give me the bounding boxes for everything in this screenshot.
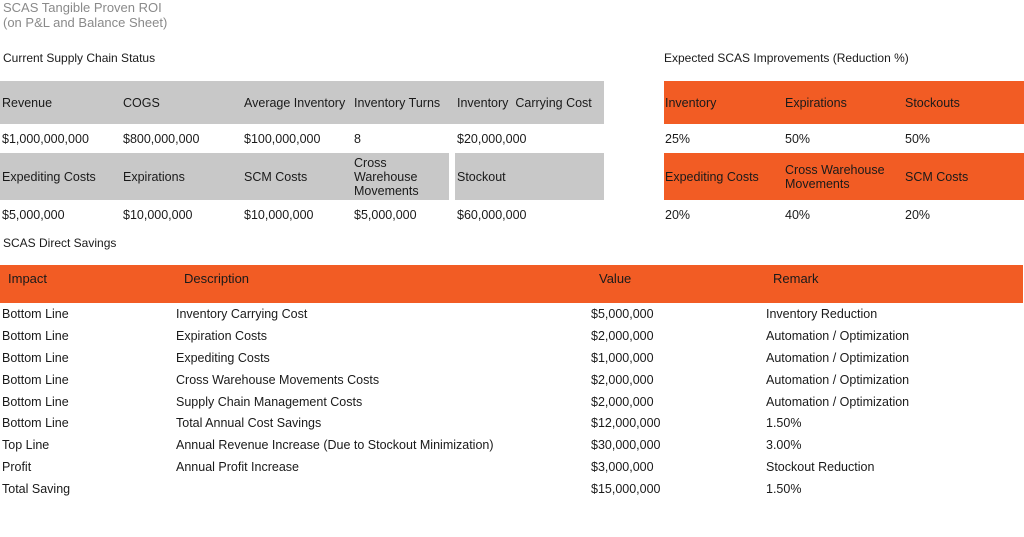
- improvement-header-expediting: Expediting Costs: [664, 153, 784, 200]
- status-value-expirations: $10,000,000: [123, 208, 193, 222]
- table-row: [0, 349, 1023, 371]
- savings-value: $2,000,000: [591, 329, 654, 343]
- status-value-cross-warehouse: $5,000,000: [354, 208, 417, 222]
- status-header-cogs: COGS: [121, 81, 242, 124]
- savings-remark: 1.50%: [766, 416, 802, 430]
- status-value-cogs: $800,000,000: [123, 131, 200, 146]
- table-row: [0, 414, 1023, 436]
- improvement-header-scm-costs: SCM Costs: [904, 153, 1024, 200]
- savings-col-remark: Remark: [773, 271, 819, 286]
- savings-impact: Bottom Line: [2, 395, 69, 409]
- savings-remark: Automation / Optimization: [766, 351, 910, 365]
- improvement-header-stockouts: Stockouts: [904, 81, 1024, 124]
- table-row: [0, 480, 1023, 502]
- status-value-scm-costs: $10,000,000: [244, 208, 314, 222]
- savings-table-header: [0, 265, 1023, 303]
- improvement-value-cross-warehouse: 40%: [785, 208, 811, 222]
- savings-impact: Bottom Line: [2, 307, 69, 321]
- savings-description: Total Annual Cost Savings: [176, 416, 322, 430]
- savings-remark: 3.00%: [766, 438, 802, 452]
- status-header-inventory-turns: Inventory Turns: [352, 81, 455, 124]
- savings-description: Inventory Carrying Cost: [176, 307, 308, 321]
- status-header-cross-warehouse: Cross Warehouse Movements: [352, 153, 449, 200]
- savings-impact: Total Saving: [2, 482, 71, 496]
- savings-description: Annual Profit Increase: [176, 460, 299, 474]
- current-status-title: Current Supply Chain Status: [3, 51, 156, 65]
- savings-col-impact: Impact: [8, 271, 48, 286]
- savings-value: $12,000,000: [591, 416, 661, 430]
- savings-description: Cross Warehouse Movements Costs: [176, 373, 380, 387]
- savings-impact: Bottom Line: [2, 329, 69, 343]
- improvement-header-inventory: Inventory: [664, 81, 784, 124]
- improvement-header-cross-warehouse: Cross Warehouse Movements: [784, 153, 904, 200]
- savings-col-value: Value: [599, 271, 632, 286]
- table-row: [0, 371, 1023, 393]
- table-row: [0, 305, 1023, 327]
- table-row: [0, 327, 1023, 349]
- savings-remark: Inventory Reduction: [766, 307, 878, 321]
- savings-impact: Bottom Line: [2, 416, 69, 430]
- savings-value: $5,000,000: [591, 307, 654, 321]
- savings-remark: Automation / Optimization: [766, 395, 910, 409]
- savings-value: $2,000,000: [591, 395, 654, 409]
- table-row: [0, 458, 1023, 480]
- improvement-value-expirations: 50%: [785, 131, 811, 146]
- savings-impact: Bottom Line: [2, 351, 69, 365]
- status-value-carrying-cost: $20,000,000: [457, 131, 527, 146]
- improvement-value-inventory: 25%: [665, 131, 691, 146]
- page-title: SCAS Tangible Proven ROI: [3, 0, 162, 15]
- status-value-revenue: $1,000,000,000: [2, 131, 89, 146]
- savings-description: Expediting Costs: [176, 351, 270, 365]
- savings-remark: Automation / Optimization: [766, 329, 910, 343]
- status-header-revenue: Revenue: [0, 81, 121, 124]
- savings-description: Supply Chain Management Costs: [176, 395, 363, 409]
- savings-value: $30,000,000: [591, 438, 661, 452]
- status-header-avg-inventory: Average Inventory: [242, 81, 352, 124]
- improvement-value-expediting: 20%: [665, 208, 691, 222]
- savings-impact: Top Line: [2, 438, 50, 452]
- savings-description: Expiration Costs: [176, 329, 268, 343]
- savings-value: $15,000,000: [591, 482, 661, 496]
- status-header-carrying-cost: Inventory Carrying Cost: [455, 81, 604, 124]
- savings-remark: 1.50%: [766, 482, 802, 496]
- savings-value: $2,000,000: [591, 373, 654, 387]
- savings-title: SCAS Direct Savings: [3, 236, 117, 250]
- current-status-table: [0, 81, 604, 230]
- table-row: [0, 436, 1023, 458]
- page-subtitle: (on P&L and Balance Sheet): [3, 15, 168, 30]
- status-header-expirations: Expirations: [121, 153, 242, 200]
- savings-description: Annual Revenue Increase (Due to Stockout Minimization): [176, 438, 494, 452]
- savings-value: $3,000,000: [591, 460, 654, 474]
- savings-impact: Bottom Line: [2, 373, 69, 387]
- status-header-scm-costs: SCM Costs: [242, 153, 352, 200]
- savings-col-description: Description: [184, 271, 250, 286]
- status-value-expediting: $5,000,000: [2, 208, 65, 222]
- savings-remark: Automation / Optimization: [766, 373, 910, 387]
- status-value-inventory-turns: 8: [354, 131, 361, 146]
- status-header-stockout: Stockout: [455, 153, 604, 200]
- improvement-header-expirations: Expirations: [784, 81, 904, 124]
- savings-remark: Stockout Reduction: [766, 460, 875, 474]
- savings-value: $1,000,000: [591, 351, 654, 365]
- table-row: [0, 393, 1023, 415]
- improvement-value-stockouts: 50%: [905, 131, 931, 146]
- improvement-value-scm-costs: 20%: [905, 208, 931, 222]
- improvements-title: Expected SCAS Improvements (Reduction %): [664, 51, 909, 65]
- savings-impact: Profit: [2, 460, 32, 474]
- status-header-expediting: Expediting Costs: [0, 153, 121, 200]
- status-value-avg-inventory: $100,000,000: [244, 131, 321, 146]
- status-value-stockout: $60,000,000: [457, 208, 527, 222]
- improvements-table: [664, 81, 1024, 230]
